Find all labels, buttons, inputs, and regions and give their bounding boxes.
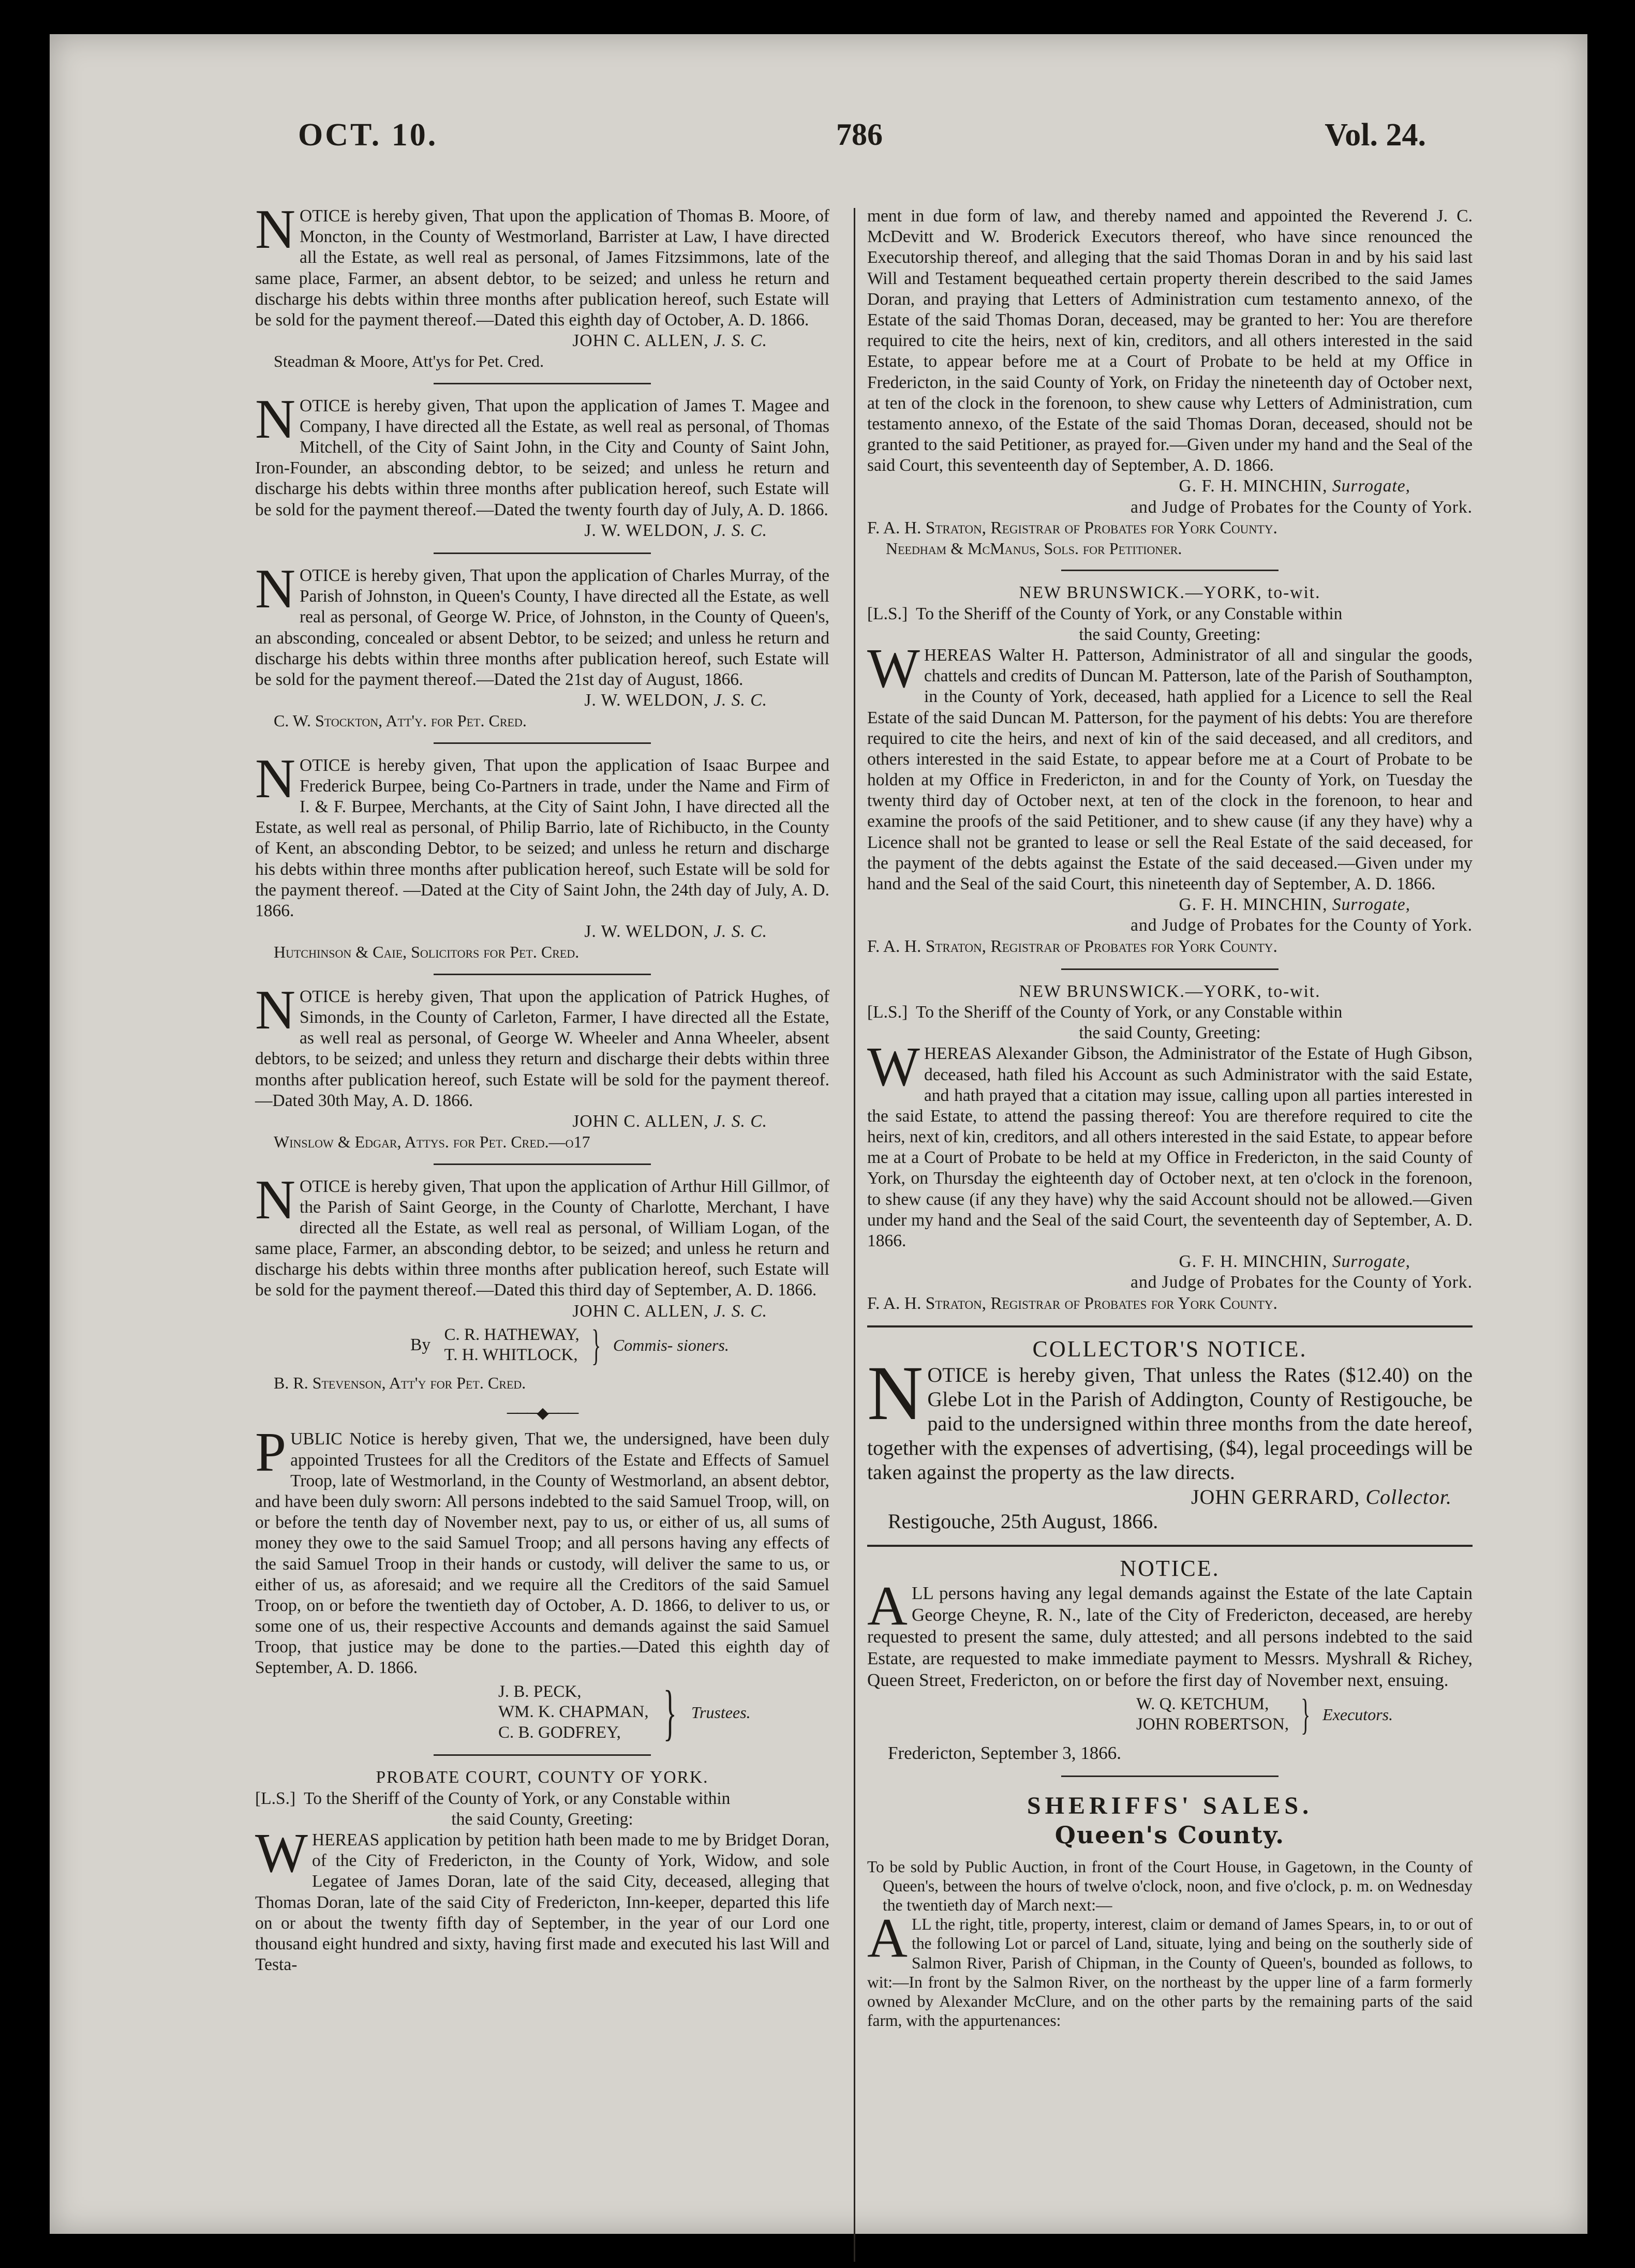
by-label: By — [410, 1335, 431, 1355]
notice-text: OTICE is hereby given, That upon the application of Thomas B. Moore, of Moncton, in the County of Westmorland, Barrister at Law, I have directed all the Estate, as well real as personal, of James Fitzsimmons, late of the same place, Farmer, an absent debtor, to be seized; and unless he return and discharge his debts within three months after publication hereof, such Estate will be sold for the payment thereof.—Dated this eighth day of October, A. D. 1866. — [255, 206, 829, 330]
notice-text: OTICE is hereby given, That upon the application of Patrick Hughes, of Simonds, in the County of Carleton, Farmer, I have directed all the Estate, as well real as personal, of George W. Wheeler and Anna Wheeler, absent debtors, to be seized; and unless they return and discharge their debts within three months after publication hereof, such Estate will be sold for the payment thereof.—Dated 30th May, A. D. 1866. — [255, 987, 829, 1110]
notice-cheyne-estate — [867, 1555, 1473, 1764]
separator-rule — [1061, 968, 1279, 970]
collectors-notice — [867, 1336, 1473, 1533]
notice-text: OTICE is hereby given, That unless the Rates ($12.40) on the Glebe Lot in the Parish of Addington, County of Restigouche, be paid to the undersigned within three months from the date hereof, together with the expenses of advertising, ($4), legal proceedings will be taken against the property as the law directs. — [867, 1363, 1473, 1484]
notice-magee-mitchell — [255, 388, 829, 541]
county-heading: Queen's County. — [1054, 1821, 1285, 1849]
drop-cap: N — [255, 1169, 295, 1231]
drop-cap: A — [867, 1575, 908, 1637]
executors-block — [867, 1690, 1473, 1739]
address-line: [L.S.] To the Sheriff of the County of York, or any Constable within — [255, 1788, 731, 1808]
signature: G. F. H. MINCHIN, Surrogate, — [1179, 1252, 1410, 1272]
page-number: 786 — [836, 117, 883, 152]
section-heading: NEW BRUNSWICK.—YORK, to-wit. — [1019, 583, 1321, 603]
notice-murray-price — [255, 558, 829, 731]
trustees-role: Trustees. — [691, 1703, 751, 1722]
notice-text: OTICE is hereby given, That upon the application of James T. Magee and Company, I have directed all the Estate, as well real as personal, of Thomas Mitchell, of the City of Saint John, in the City and County of Saint John, Iron-Founder, an absconding debtor, to be seized; and unless he return and discharge his debts within three months after publication hereof, such Estate will be sold for the payment thereof.—Dated the twenty fourth day of July, A. D. 1866. — [255, 396, 829, 519]
separator-rule — [434, 742, 651, 744]
sale-intro: To be sold by Public Auction, in front of the Court House, in Gagetown, in the County of Queen's, between the hours of twelve o'clock, noon, and five o'clock, p. m. on Wednesday the twentieth day of March next:— — [867, 1857, 1473, 1915]
dateline: Fredericton, September 3, 1866. — [888, 1742, 1122, 1763]
address-line: the said County, Greeting: — [451, 1809, 633, 1829]
notice-text: LL the right, title, property, interest, claim or demand of James Spears, in, to or out of the following Lot or parcel of Land, situate, lying and being on the southerly side of Salmon River, Parish of Chipman, in the County of Queen's, bounded as follows, to wit:—In front by the Salmon River, on the northeast by the upper line of a farm formerly owned by Alexander McClure, and on the other parts by the remaining parts of the said farm, with the appurtenances: — [867, 1915, 1473, 2030]
brace-glyph: } — [1301, 1690, 1311, 1739]
drop-cap: W — [255, 1822, 308, 1884]
solicitor-line: Hutchinson & Caie, Solicitors for Pet. Cred. — [274, 943, 579, 962]
signature-title: and Judge of Probates for the County of York. — [1131, 1273, 1473, 1292]
commissioners-role: Commis- sioners. — [613, 1336, 729, 1355]
commissioner-names: C. R. HATHEWAY, T. H. WHITLOCK, — [444, 1325, 579, 1365]
separator-rule — [434, 553, 651, 554]
section-heading: NOTICE. — [1120, 1555, 1220, 1581]
dateline: Restigouche, 25th August, 1866. — [888, 1509, 1158, 1533]
notice-moore-fitzsimmons — [255, 199, 829, 371]
notice-probate-doran — [255, 1767, 829, 1975]
notice-gibson-account — [867, 981, 1473, 1314]
signature: J. W. WELDON, J. S. C. — [584, 520, 767, 540]
notice-text: HEREAS Walter H. Patterson, Administrator of all and singular the goods, chattels and credits of Duncan M. Patterson, late of the Parish of Southampton, in the County of York, deceased, hath applied for a Licence to sell the Real Estate of the said Duncan M. Patterson, for the payment of his debts: You are therefore required to cite the heirs, and next of kin of the said deceased, and all creditors, and others interested in the said Estate, to appear before me at a Court of Probate to be holden at my Office in Fredericton, in and for the County of York, on Tuesday the twenty third day of October next, at ten of the clock in the forenoon, to hear and examine the proofs of the said Petitioner, and to shew cause (if any they have) why a Licence shall not be granted to lease or sell the Real Estate of the said deceased, for the payment of the debts against the Estate of the said deceased.—Given under my hand and the Seal of the said Court, this nineteenth day of September, A. D. 1866. — [867, 645, 1473, 894]
notice-text: OTICE is hereby given, That upon the application of Arthur Hill Gillmor, of the Parish of Saint George, in the County of Charlotte, Merchant, I have directed all the Estate, as well real as personal, of William Logan, of the same place, Farmer, an absconding debtor, to be seized; and unless he return and discharge his debts within three months after publication hereof, such Estate will be sold for the payment thereof.—Dated this third day of September, A. D. 1866. — [255, 1176, 829, 1300]
notice-hughes-wheeler — [255, 979, 829, 1152]
right-column — [867, 206, 1473, 2041]
notice-text: HEREAS application by petition hath been made to me by Bridget Doran, of the City of Fredericton, in the County of York, Widow, and sole Legatee of James Doran, late of the said City, deceased, alleging that Thomas Doran, late of the said City of Fredericton, Inn-keeper, departed this life on or about the twenty fifth day of September, in the year of our Lord one thousand eight hundred and sixty, having first made and executed his last Will and Testa- — [255, 1830, 829, 1975]
notice-text: OTICE is hereby given, That upon the application of Isaac Burpee and Frederick Burpee, being Co-Partners in trade, under the Name and Firm of I. & F. Burpee, Merchants, at the City of Saint John, I have directed all the Estate, as well real as personal, of Philip Barrio, late of Richibucto, in the County of Kent, an absconding Debtor, to be seized; and unless he return and discharge his debts within three months after publication hereof, such Estate will be sold for the payment thereof. —Dated at the City of Saint John, the 24th day of July, A. D. 1866. — [255, 755, 829, 921]
address-line: the said County, Greeting: — [1079, 1023, 1261, 1043]
address-line: [L.S.] To the Sheriff of the County of York, or any Constable within — [867, 1002, 1343, 1022]
issue-date: OCT. 10. — [298, 117, 438, 153]
ornamental-rule: ───◆─── — [507, 1405, 578, 1422]
notice-gillmor-logan — [255, 1169, 829, 1393]
address-line: the said County, Greeting: — [1079, 624, 1261, 644]
left-column — [255, 199, 829, 1987]
separator-rule — [434, 1163, 651, 1165]
notice-troop-trustees — [255, 1422, 829, 1747]
trustee-names: J. B. PECK, WM. K. CHAPMAN, C. B. GODFREY, — [498, 1682, 649, 1742]
notice-text: OTICE is hereby given, That upon the application of Charles Murray, of the Parish of Johnston, in Queen's County, I have directed all the Estate, as well real as personal, of George W. Price, of Johnston, in the County of Queen's, an absconding, concealed or absent Debtor, to be seized; and unless he return and discharge his debts within three months after publication hereof, such Estate will be sold for the payment thereof.—Dated the 21st day of August, 1866. — [255, 566, 829, 689]
signature: JOHN C. ALLEN, J. S. C. — [572, 1301, 767, 1321]
commissioners-block — [255, 1321, 829, 1369]
notice-text: UBLIC Notice is hereby given, That we, the undersigned, have been duly appointed Trustees for all the Creditors of the Estate and Effects of Samuel Troop, late of Westmorland, in the County of Westmorland, an absent debtor, and have been duly sworn: All persons indebted to the said Samuel Troop, will, on or before the tenth day of November next, pay to us, or either of us, all sums of money they owe to the said Samuel Troop; and all persons having any effects of the said Samuel Troop in their hands or custody, will deliver the same to us, or either of us, as aforesaid; and we require all the Creditors of the said Samuel Troop, on or before the twentieth day of October, A. D. 1866, to deliver to us, or some one of us, their respective Accounts and demands against the said Samuel Troop, that justice may be done to the parties.—Dated this eighth day of September, A. D. 1866. — [255, 1429, 829, 1678]
brace-glyph: } — [663, 1678, 677, 1747]
solicitor-line: Steadman & Moore, Att'ys for Pet. Cred. — [274, 352, 544, 371]
drop-cap: N — [867, 1350, 924, 1436]
signature-title: and Judge of Probates for the County of York. — [1131, 497, 1473, 517]
executors-role: Executors. — [1322, 1705, 1393, 1724]
registrar-line: F. A. H. Straton, Registrar of Probates for York County. — [867, 518, 1277, 538]
registrar-line: F. A. H. Straton, Registrar of Probates for York County. — [867, 936, 1277, 956]
column-divider — [854, 208, 855, 2262]
registrar-line: F. A. H. Straton, Registrar of Probates for York County. — [867, 1293, 1277, 1313]
drop-cap: N — [255, 748, 295, 810]
notice-probate-doran-continued — [867, 206, 1473, 558]
separator-rule — [434, 383, 651, 384]
separator-rule — [1061, 570, 1279, 571]
signature: JOHN C. ALLEN, J. S. C. — [572, 331, 767, 351]
signature: JOHN C. ALLEN, J. S. C. — [572, 1111, 767, 1131]
drop-cap: N — [255, 199, 295, 260]
newspaper-page — [50, 34, 1587, 2234]
solicitor-line: Winslow & Edgar, Attys. for Pet. Cred.—o17 — [274, 1132, 590, 1152]
drop-cap: W — [867, 637, 920, 699]
signature: G. F. H. MINCHIN, Surrogate, — [1179, 895, 1410, 915]
drop-cap: P — [255, 1422, 287, 1484]
section-heading: SHERIFFS' SALES. — [1027, 1792, 1313, 1819]
page-header — [298, 117, 1426, 179]
solicitor-line: C. W. Stockton, Att'y. for Pet. Cred. — [274, 711, 527, 730]
signature: J. W. WELDON, J. S. C. — [584, 691, 767, 710]
separator-rule — [434, 974, 651, 975]
signature: JOHN GERRARD, Collector. — [1191, 1485, 1452, 1509]
brace-glyph: } — [591, 1321, 601, 1369]
sheriffs-sales — [867, 1792, 1473, 2030]
section-heading: PROBATE COURT, COUNTY OF YORK. — [376, 1768, 709, 1787]
executor-names: W. Q. KETCHUM, JOHN ROBERTSON, — [1136, 1694, 1289, 1734]
notice-patterson-licence — [867, 583, 1473, 957]
drop-cap: N — [255, 979, 295, 1041]
notice-text: LL persons having any legal demands against the Estate of the late Captain George Cheyne, R. N., late of the City of Fredericton, deceased, are hereby requested to present the same, duly attested; and all persons indebted to the said Estate, are requested to make immediate payment to Messrs. Myshrall & Richey, Queen Street, Fredericton, on or before the first day of November next, ensuing. — [867, 1583, 1473, 1690]
drop-cap: W — [867, 1036, 920, 1098]
separator-rule — [434, 1754, 651, 1756]
signature: J. W. WELDON, J. S. C. — [584, 922, 767, 942]
address-line: [L.S.] To the Sheriff of the County of York, or any Constable within — [867, 604, 1343, 623]
notice-text: HEREAS Alexander Gibson, the Administrator of the Estate of Hugh Gibson, deceased, hath filed his Account as such Administrator with the said Estate, and hath prayed that a citation may issue, calling upon all parties interested in the said Estate, to attend the passing thereof: You are therefore required to cite the heirs, next of kin, creditors, and all others interested in the said Estate, to appear before me at a Court of Probate to be held at my Office in Fredericton, in the said County of York, on Thursday the eighteenth day of October next, at ten o'clock in the forenoon, to shew cause (if any they have) why the said Account should not be allowed.—Given under my hand and the Seal of the said Court, the seventeenth day of September, A. D. 1866. — [867, 1044, 1473, 1251]
section-rule — [867, 1545, 1473, 1547]
solicitor-line: Needham & McManus, Sols. for Petitioner. — [886, 539, 1182, 558]
section-heading: COLLECTOR'S NOTICE. — [1032, 1336, 1307, 1362]
drop-cap: N — [255, 558, 295, 620]
notice-text: ment in due form of law, and thereby named and appointed the Reverend J. C. McDevitt and W. Broderick Executors thereof, who have since renounced the Executorship thereof, and alleging that the said Thomas Doran in and by his said last Will and Testament bequeathed certain property therein described to the said James Doran, and praying that Letters of Administration cum testamento annexo, of the Estate of the said Thomas Doran, deceased, may be granted to her: You are therefore required to cite the heirs, next of kin, creditors, and all others interested in the said Estate, to appear before me at a Court of Probate to be held at my Office in Fredericton, in the said County of York, on Friday the nineteenth day of October next, at ten of the clock in the forenoon, to shew cause why Letters of Administration, cum testamento annexo, of the Estate of the said Thomas Doran, deceased, should not be granted to the said Petitioner, as prayed for.—Given under my hand and the Seal of the said Court, this seventeenth day of September, A. D. 1866. — [867, 206, 1473, 475]
section-heading: NEW BRUNSWICK.—YORK, to-wit. — [1019, 981, 1321, 1001]
drop-cap: A — [867, 1907, 908, 1969]
trustees-block — [255, 1678, 829, 1747]
volume-number: Vol. 24. — [1325, 117, 1426, 153]
separator-rule — [1061, 1775, 1279, 1777]
signature-title: and Judge of Probates for the County of York. — [1131, 916, 1473, 935]
signature: G. F. H. MINCHIN, Surrogate, — [1179, 476, 1410, 496]
drop-cap: N — [255, 388, 295, 450]
notice-burpee-barrio — [255, 748, 829, 962]
solicitor-line: B. R. Stevenson, Att'y for Pet. Cred. — [274, 1374, 526, 1392]
section-rule — [867, 1325, 1473, 1327]
